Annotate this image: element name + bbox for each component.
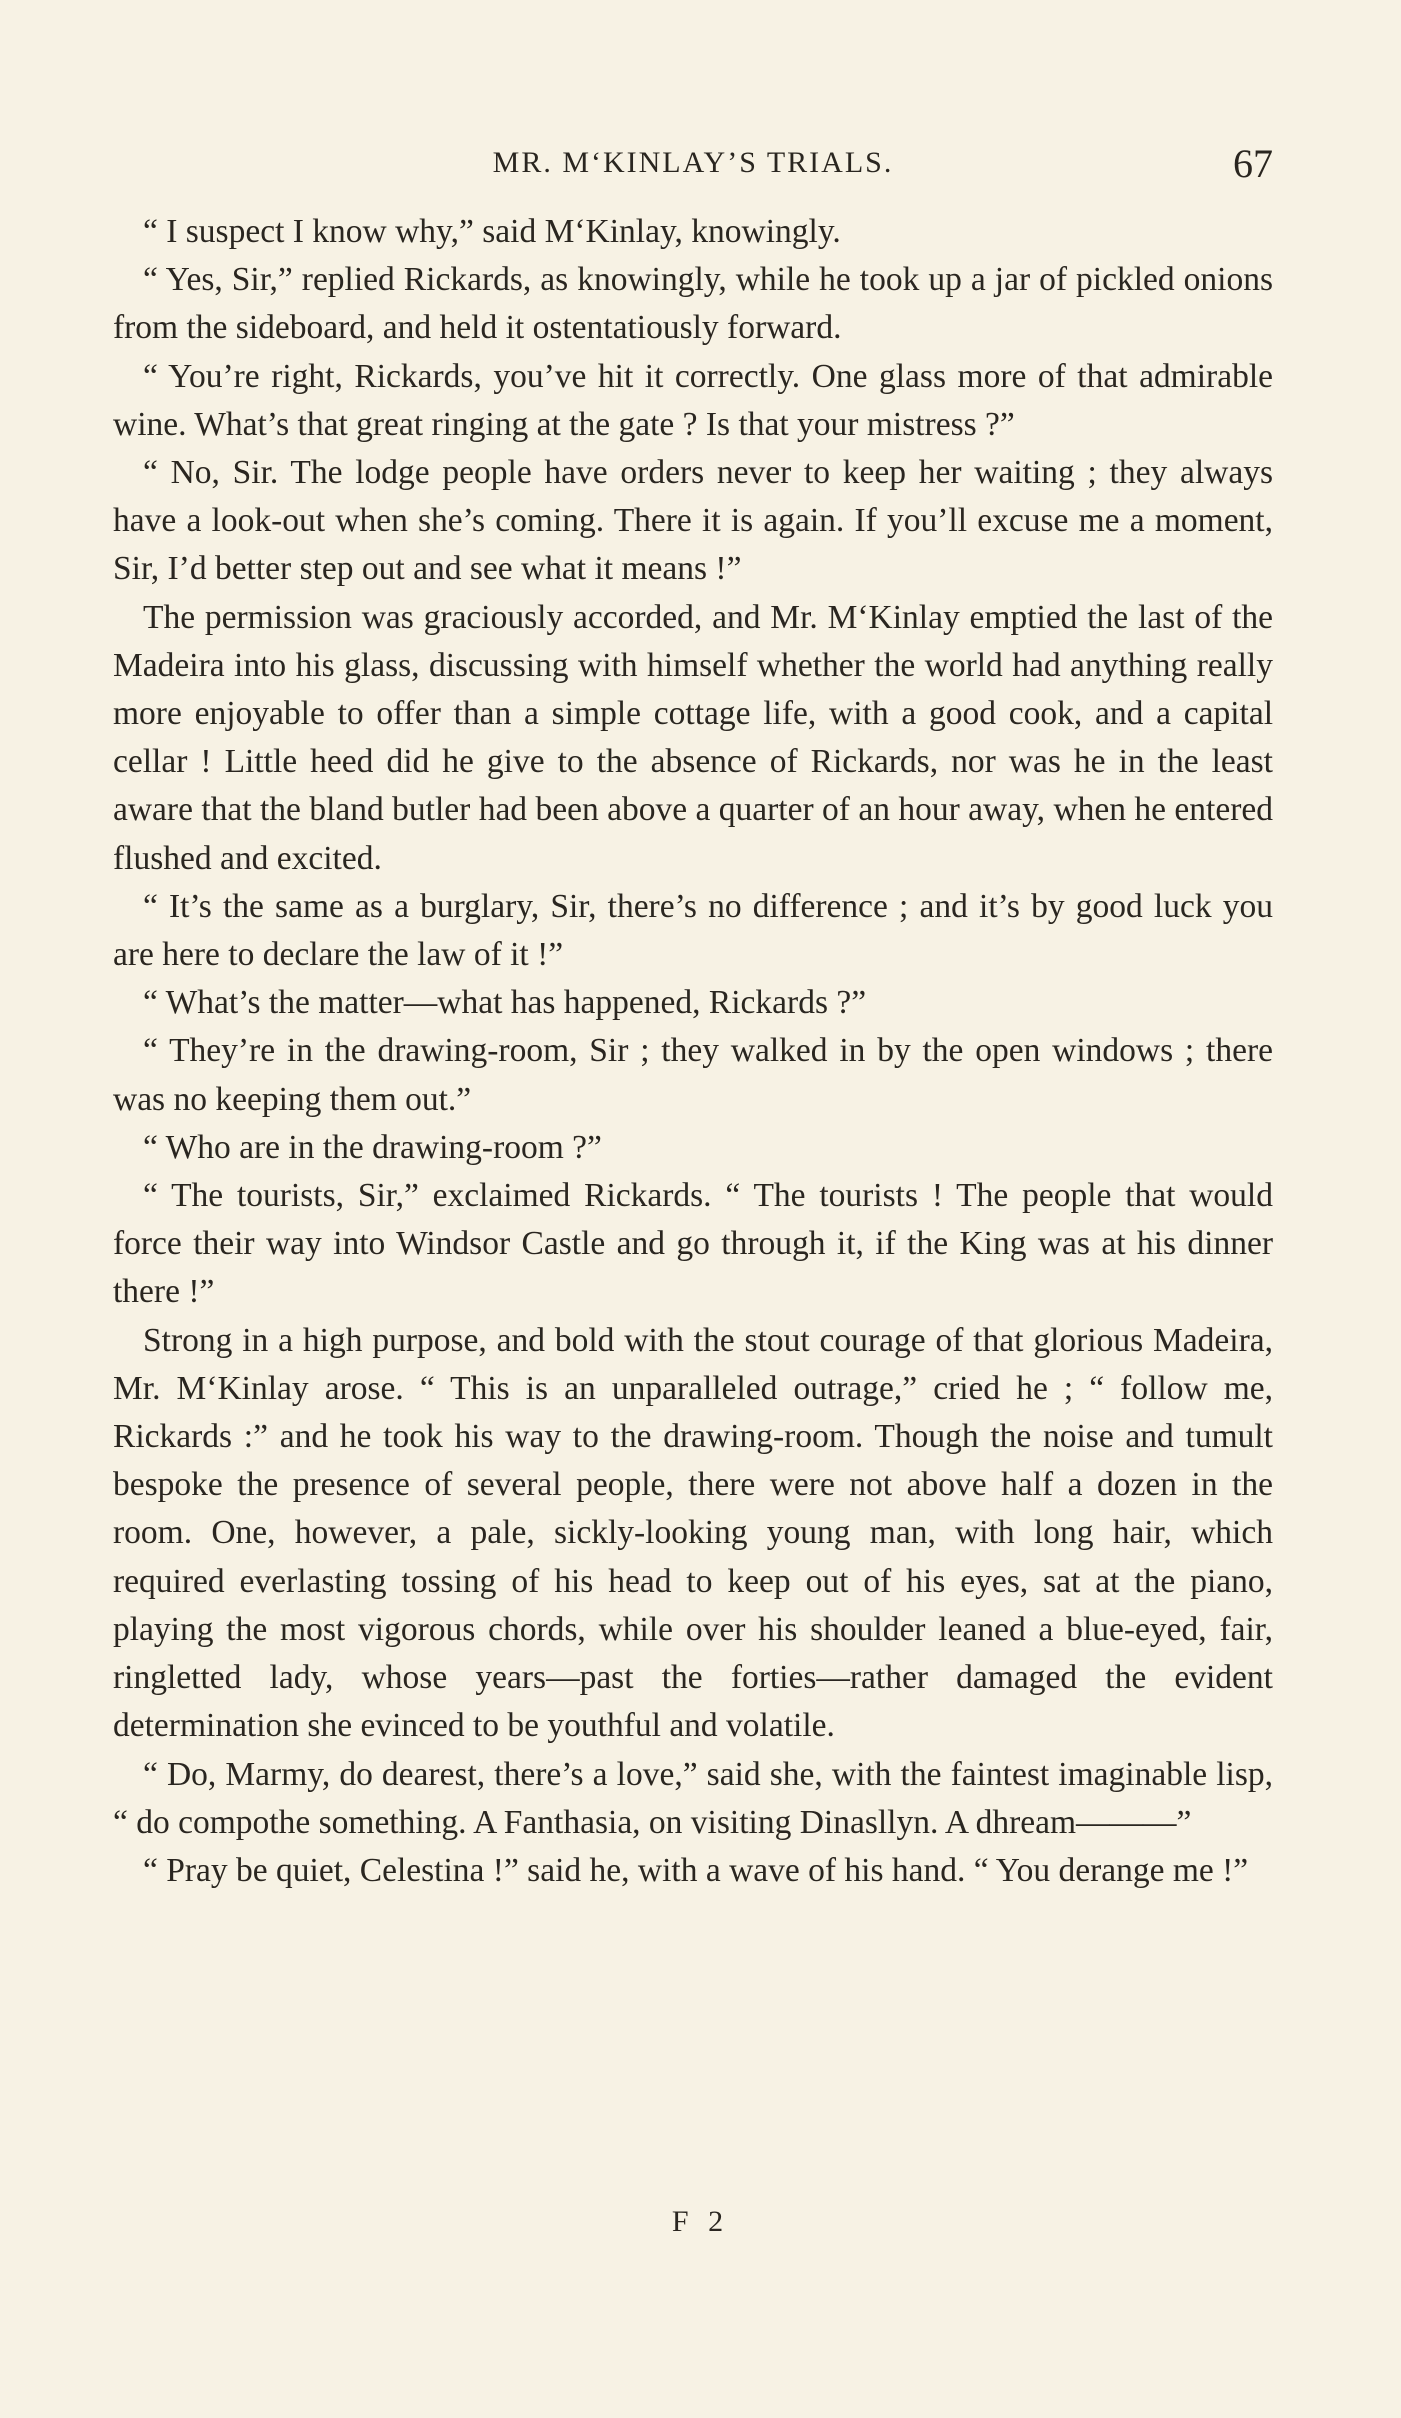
paragraph: “ I suspect I know why,” said M‘Kinlay, knowingly.	[143, 213, 841, 250]
page-number: 67	[1233, 141, 1273, 186]
paragraph: “ Who are in the drawing-room ?”	[143, 1128, 602, 1166]
body-text	[113, 208, 1273, 1895]
paragraph: “ You’re right, Rickards, you’ve hit it correctly. One glass more of that admirable wine. What’s that great ringing at the gate ? Is that your mistress ?”	[113, 357, 1273, 443]
paragraph: “ Pray be quiet, Celestina !” said he, with a wave of his hand. “ You derange me !”	[143, 1851, 1249, 1889]
paragraph: “ Do, Marmy, do dearest, there’s a love,” said she, with the faintest imaginable lisp, “ do compothe something. A Fanthasia, on visiting Dinasllyn. A dhream———”	[113, 1755, 1273, 1841]
paragraph: The permission was graciously accorded, and Mr. M‘Kinlay emptied the last of the Madeira into his glass, discussing with himself whether the world had anything really more enjoyable to offer than a simple cottage life, with a good cook, and a capital cellar ! Little heed did he give to the absence of Rickards, nor was he in the least aware that the bland butler had been above a quarter of an hour away, when he entered flushed and excited.	[113, 598, 1273, 877]
paragraph: “ They’re in the drawing-room, Sir ; they walked in by the open windows ; there was no keeping them out.”	[113, 1032, 1273, 1118]
paragraph: “ What’s the matter—what has happened, Rickards ?”	[143, 984, 867, 1022]
signature-mark: F 2	[671, 2205, 730, 2238]
paragraph: “ It’s the same as a burglary, Sir, there’s no difference ; and it’s by good luck you are here to declare the law of it !”	[113, 887, 1273, 974]
paragraph: “ The tourists, Sir,” exclaimed Rickards. “ The tourists ! The people that would force their way into Windsor Castle and go through it, if the King was at his dinner there !”	[113, 1177, 1273, 1311]
paragraph: “ No, Sir. The lodge people have orders never to keep her waiting ; they always have a look-out when she’s coming. There it is again. If you’ll excuse me a moment, Sir, I’d better step out and see what it means !”	[113, 454, 1273, 588]
running-head	[113, 140, 1273, 188]
paragraph: Strong in a high purpose, and bold with the stout courage of that glorious Madeira, Mr. M‘Kinlay arose. “ This is an unparalleled outrage,” cried he ; “ follow me, Rickards :” and he took his way to the drawing-room. Though the noise and tumult bespoke the presence of several people, there were not above half a dozen in the room. One, however, a pale, sickly-looking young man, with long hair, which required everlasting tossing of his head to keep out of his eyes, sat at the piano, playing the most vigorous chords, while over his shoulder leaned a blue-eyed, fair, ringletted lady, whose years—past the forties—rather damaged the evident determination she evinced to be youthful and volatile.	[113, 1321, 1273, 1745]
paragraph: “ Yes, Sir,” replied Rickards, as knowingly, while he took up a jar of pickled onions from the sideboard, and held it ostentatiously forward.	[113, 261, 1273, 347]
running-title: MR. M‘KINLAY’S TRIALS.	[492, 146, 894, 179]
